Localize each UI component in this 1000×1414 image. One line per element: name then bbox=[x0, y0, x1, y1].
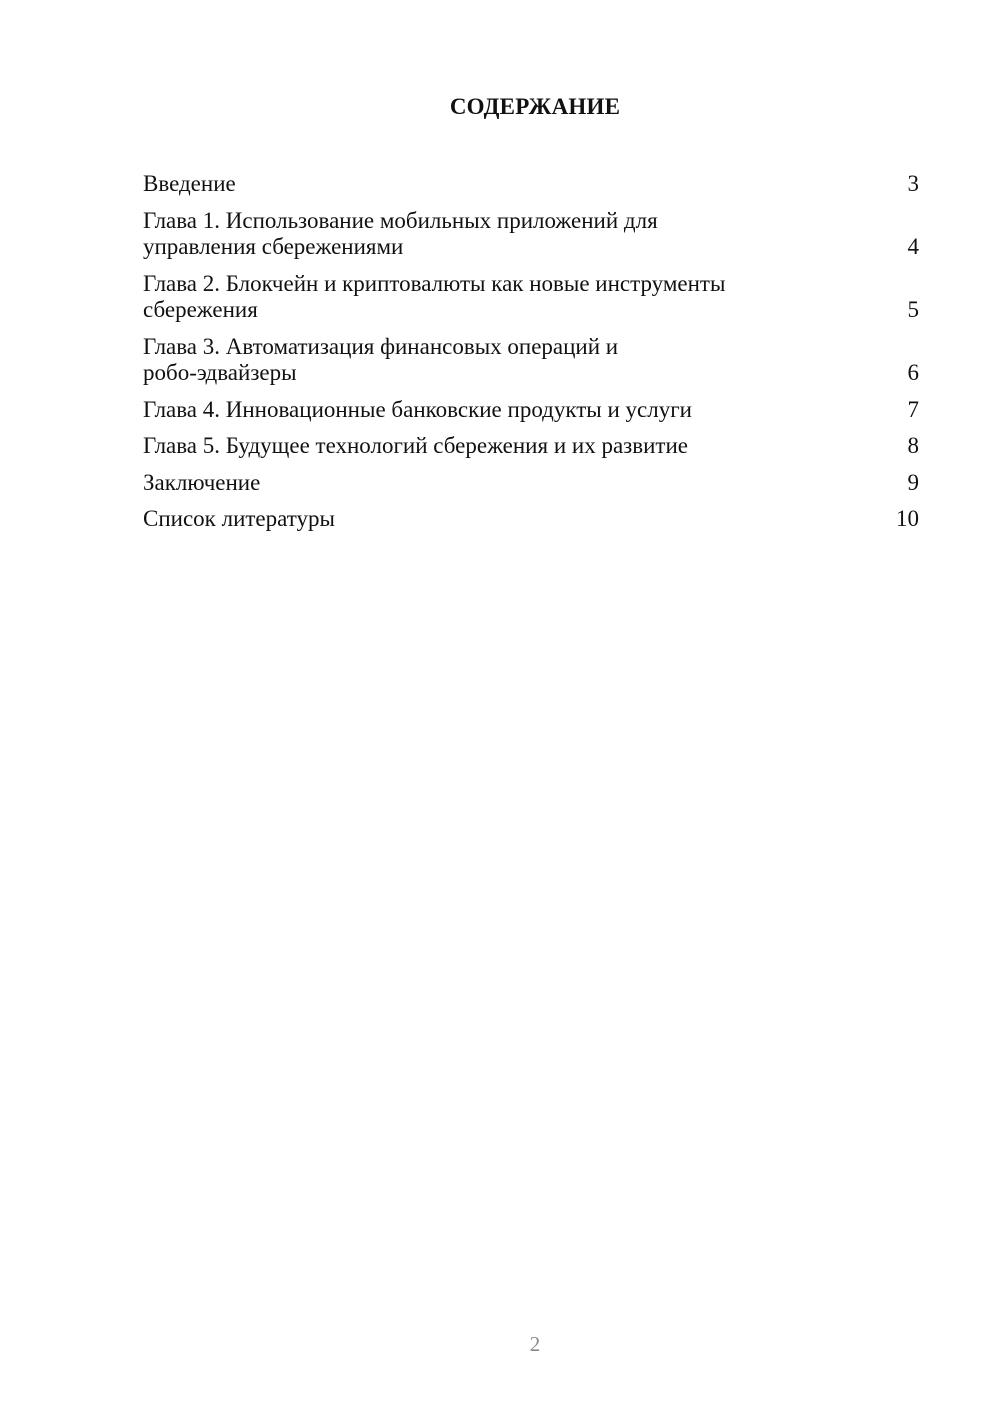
toc-entry-page: 8 bbox=[907, 433, 919, 458]
toc-entry-chapter-3 bbox=[143, 334, 919, 387]
toc-entry-page: 10 bbox=[896, 506, 919, 531]
toc-entry-page: 9 bbox=[907, 469, 919, 495]
toc-entry-references bbox=[143, 506, 919, 533]
toc-entry-text: Глава 4. Инновационные банковские продукты и услуги bbox=[143, 396, 692, 422]
toc-entry-page: 7 bbox=[907, 396, 919, 422]
toc-entry-page: 3 bbox=[907, 171, 919, 196]
toc-entry-text: Глава 2. Блокчейн и криптовалюты как новые инструменты сбережения bbox=[143, 270, 726, 322]
page-title: СОДЕРЖАНИЕ bbox=[449, 94, 621, 119]
toc-entry-text: Список литературы bbox=[143, 506, 335, 531]
toc-entry-text: Введение bbox=[143, 171, 236, 196]
toc-entry-chapter-5 bbox=[143, 433, 919, 460]
toc-entry-conclusion bbox=[143, 470, 919, 497]
toc-entry-chapter-4 bbox=[143, 397, 919, 424]
toc-entry-text: Глава 1. Использование мобильных приложений для управления сбережениями bbox=[143, 207, 658, 259]
toc-entry-text: Глава 5. Будущее технологий сбережения и их развитие bbox=[143, 433, 688, 458]
toc-entry-page: 5 bbox=[907, 297, 919, 322]
toc-entry-page: 6 bbox=[907, 360, 919, 385]
toc-entry-chapter-2 bbox=[143, 271, 919, 324]
toc-entry-text: Глава 3. Автоматизация финансовых операций и робо-эдвайзеры bbox=[143, 333, 619, 385]
toc-entry-introduction bbox=[143, 171, 919, 198]
table-of-contents bbox=[143, 171, 919, 543]
toc-entry-chapter-1 bbox=[143, 208, 919, 261]
page-number: 2 bbox=[529, 1332, 541, 1356]
toc-entry-page: 4 bbox=[907, 234, 919, 259]
toc-entry-text: Заключение bbox=[143, 469, 261, 495]
